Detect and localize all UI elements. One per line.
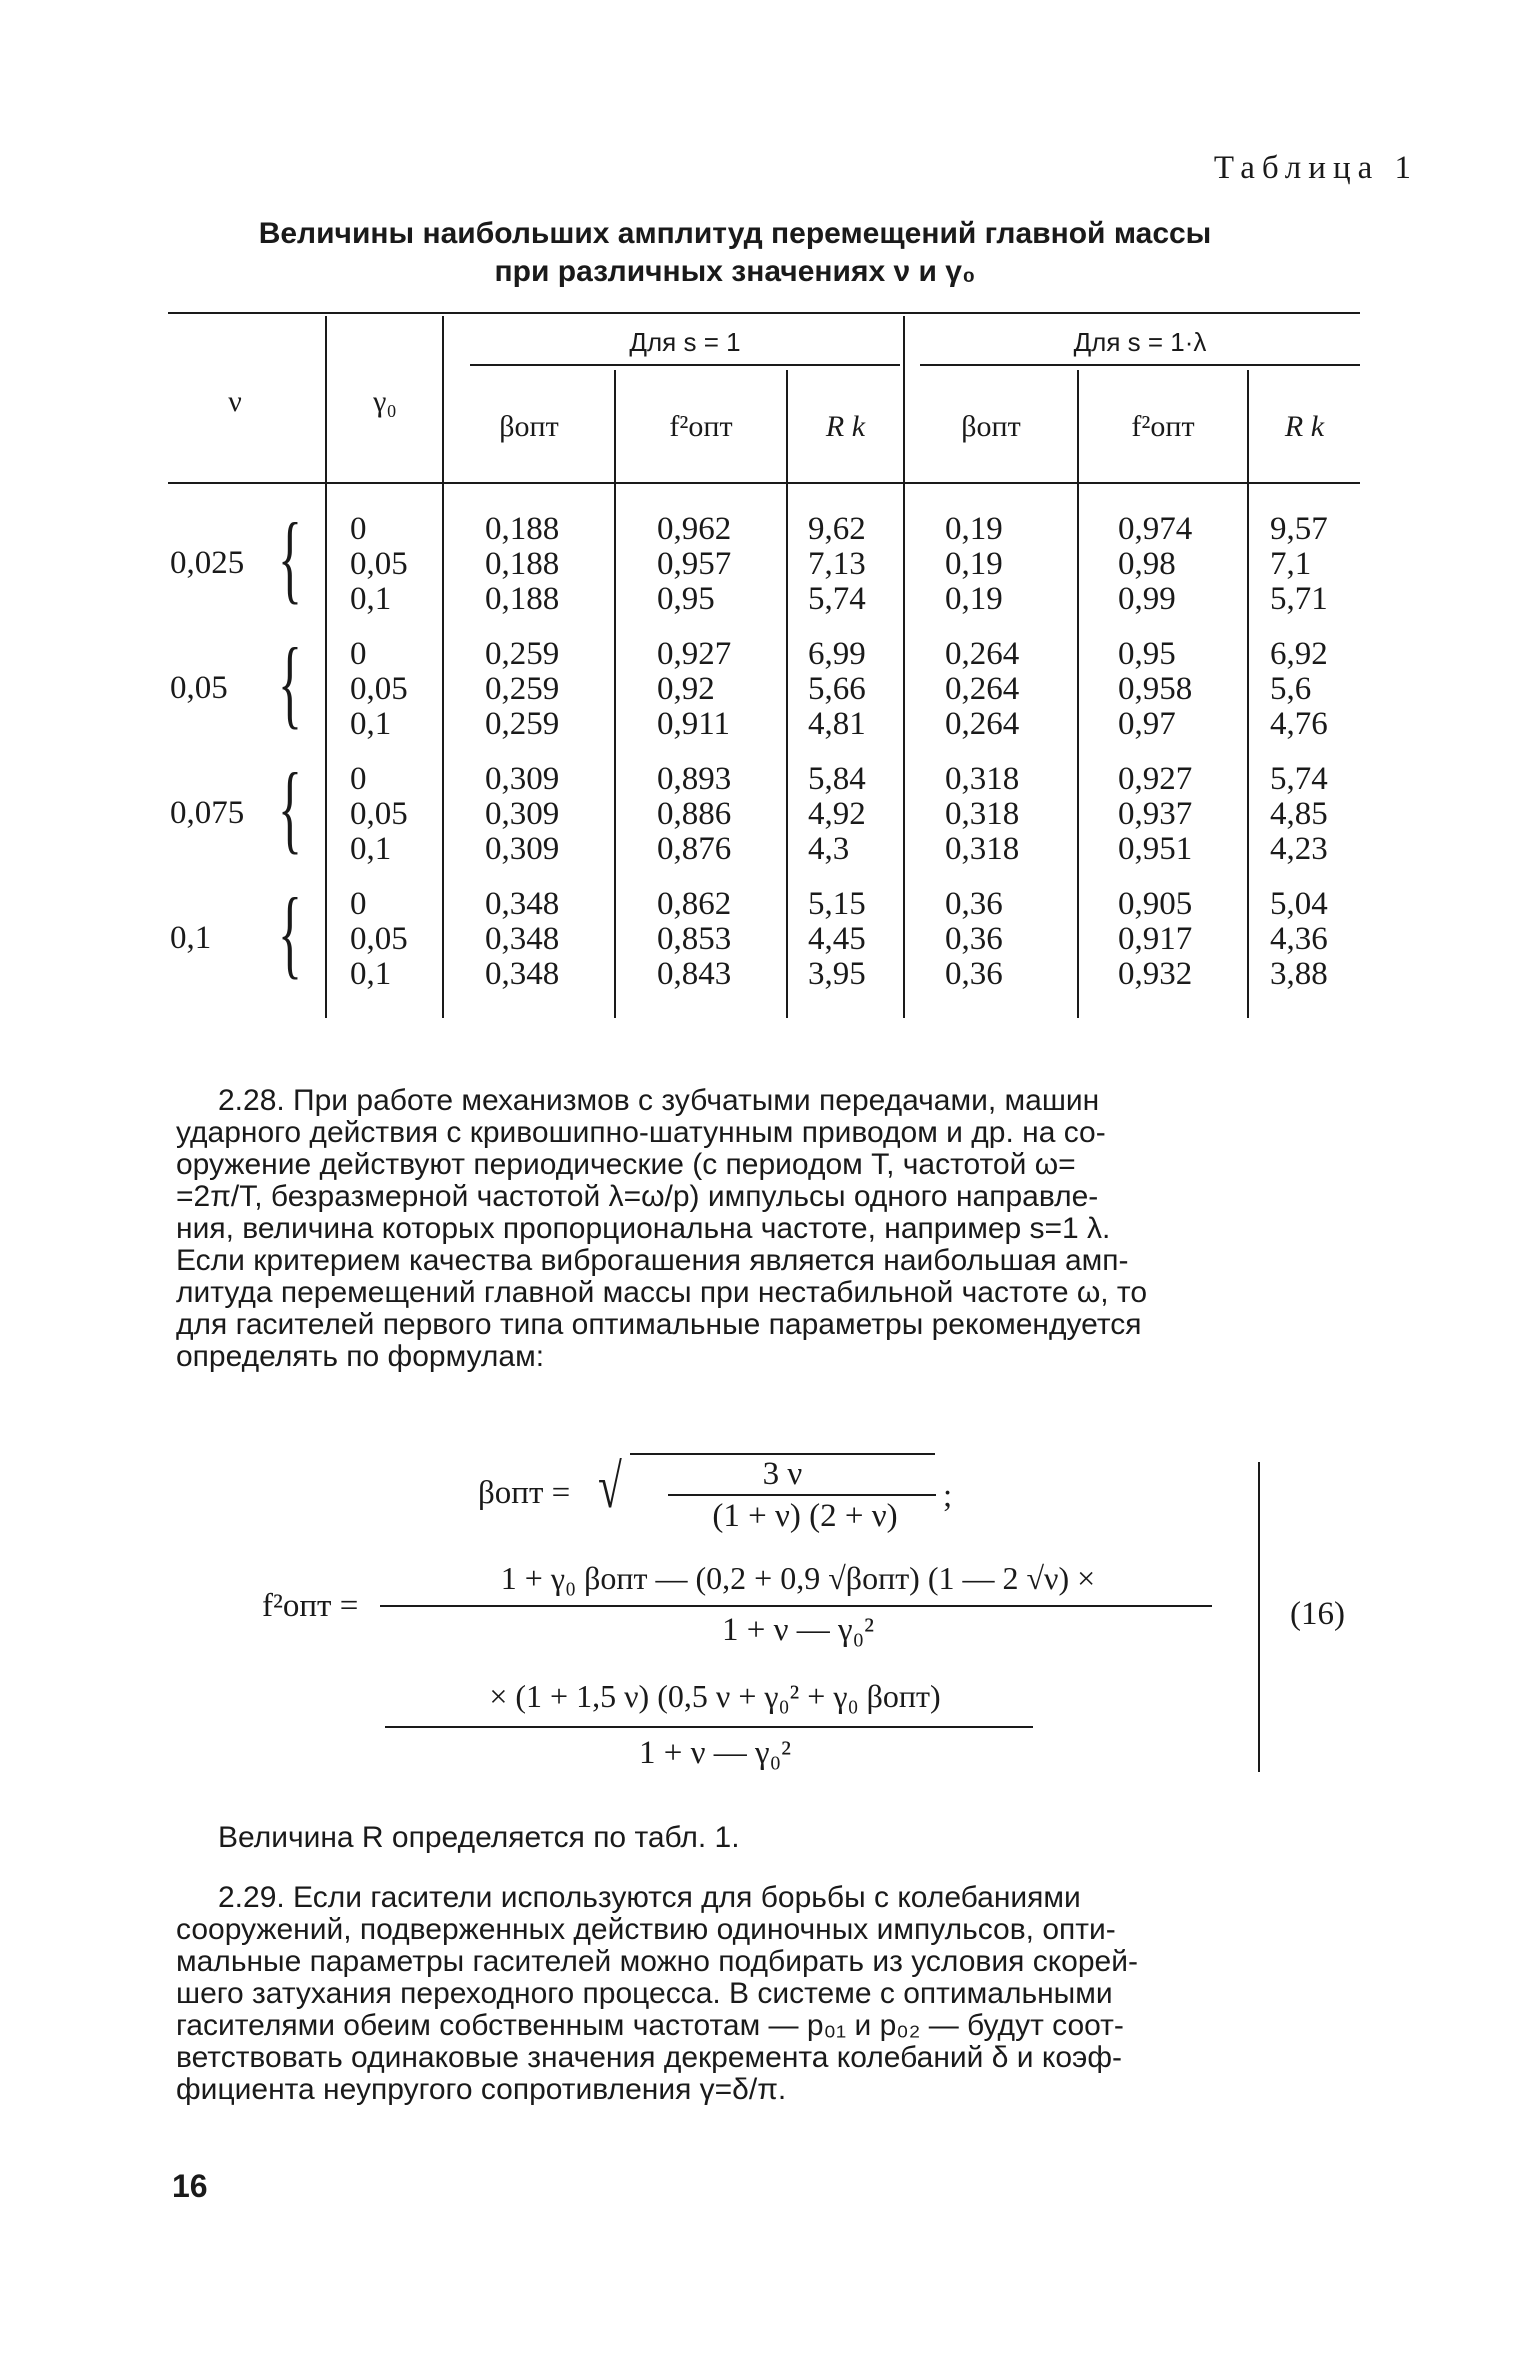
- cell-b2: 0,19: [945, 581, 1003, 617]
- cell-r1: 5,84: [808, 761, 866, 797]
- cell-f1: 0,962: [657, 511, 732, 547]
- cell-r2: 5,04: [1270, 886, 1328, 922]
- page-number: 16: [172, 2168, 208, 2204]
- text-line: =2π/T, безразмерной частотой λ=ω/p) импульсы одного направле-: [176, 1180, 1099, 1213]
- cell-b2: 0,318: [945, 796, 1020, 832]
- vline-1: [325, 316, 327, 1018]
- text-line: ударного действия с кривошипно-шатунным приводом и др. на со-: [176, 1116, 1106, 1149]
- cell-f1: 0,957: [657, 546, 732, 582]
- brace-icon: {: [278, 627, 302, 738]
- text-line: сооружений, подверженных действию одиночных импульсов, опти-: [176, 1913, 1116, 1946]
- cell-b2: 0,36: [945, 886, 1003, 922]
- cell-r1: 6,99: [808, 636, 866, 672]
- cell-gamma: 0,1: [350, 831, 392, 867]
- cell-b1: 0,348: [485, 921, 560, 957]
- formula-beta-lhs: βопт =: [478, 1475, 571, 1511]
- cell-b1: 0,188: [485, 546, 560, 582]
- cell-b2: 0,36: [945, 921, 1003, 957]
- header-beta-opt-2: βопт: [961, 410, 1021, 443]
- table-top-rule: [168, 312, 1360, 314]
- cell-b1: 0,188: [485, 511, 560, 547]
- cell-f2: 0,927: [1118, 761, 1193, 797]
- row-nu-value: 0,05: [170, 670, 228, 706]
- cell-f2: 0,951: [1118, 831, 1193, 867]
- cell-r2: 4,36: [1270, 921, 1328, 957]
- cell-r1: 7,13: [808, 546, 866, 582]
- brace-icon: {: [278, 752, 302, 863]
- paragraph-2-29: [176, 1882, 1356, 2106]
- cell-b1: 0,259: [485, 671, 560, 707]
- formula-f-num2: × (1 + 1,5 ν) (0,5 ν + γ₀² + γ₀ βопт): [489, 1678, 941, 1714]
- cell-b2: 0,36: [945, 956, 1003, 992]
- cell-r1: 4,92: [808, 796, 866, 832]
- cell-f2: 0,958: [1118, 671, 1193, 707]
- cell-f1: 0,886: [657, 796, 732, 832]
- header-f2-opt-2: f²опт: [1131, 410, 1195, 443]
- cell-gamma: 0,05: [350, 671, 408, 707]
- cell-b2: 0,264: [945, 706, 1020, 742]
- paragraph-2-28: [176, 1085, 1356, 1373]
- cell-f2: 0,932: [1118, 956, 1193, 992]
- cell-gamma: 0: [350, 886, 367, 922]
- cell-f1: 0,95: [657, 581, 715, 617]
- table-title-line-2: при различных значениях ν и γ₀: [494, 255, 976, 288]
- text-line: Если критерием качества виброгашения является наибольшая амп-: [176, 1244, 1129, 1277]
- cell-f2: 0,99: [1118, 581, 1176, 617]
- cell-f2: 0,905: [1118, 886, 1193, 922]
- cell-b1: 0,348: [485, 886, 560, 922]
- vline-7: [1247, 370, 1249, 1018]
- group-rule-s1: [470, 364, 900, 366]
- paragraph-r: Величина R определяется по табл. 1.: [218, 1821, 740, 1854]
- cell-f2: 0,95: [1118, 636, 1176, 672]
- cell-f1: 0,862: [657, 886, 732, 922]
- table-title: [160, 215, 1310, 291]
- header-gamma0: γ₀: [373, 385, 397, 418]
- cell-r2: 4,76: [1270, 706, 1328, 742]
- text-line: для гасителей первого типа оптимальные параметры рекомендуется: [176, 1308, 1142, 1341]
- cell-b1: 0,309: [485, 761, 560, 797]
- formula-bracket: [1258, 1462, 1260, 1772]
- cell-r1: 5,74: [808, 581, 866, 617]
- table-header-rule: [168, 482, 1360, 484]
- brace-icon: {: [278, 502, 302, 613]
- table-title-line-1: Величины наибольших амплитуд перемещений главной массы: [258, 217, 1212, 250]
- cell-r2: 5,6: [1270, 671, 1312, 707]
- text-line: определять по формулам:: [176, 1340, 545, 1373]
- sqrt-overline: [630, 1453, 935, 1455]
- text-line: ветствовать одинаковые значения декремента колебаний δ и коэф-: [176, 2041, 1122, 2074]
- cell-f1: 0,893: [657, 761, 732, 797]
- text-line: ния, величина которых пропорциональна частоте, например s=1 λ.: [176, 1212, 1111, 1245]
- cell-r1: 3,95: [808, 956, 866, 992]
- row-nu-value: 0,075: [170, 795, 245, 831]
- cell-r2: 5,71: [1270, 581, 1328, 617]
- f-frac-line-1: [380, 1605, 1212, 1607]
- cell-r2: 6,92: [1270, 636, 1328, 672]
- cell-r2: 3,88: [1270, 956, 1328, 992]
- cell-b1: 0,259: [485, 636, 560, 672]
- table-label: Таблица 1: [1213, 150, 1418, 186]
- cell-r1: 4,45: [808, 921, 866, 957]
- cell-f1: 0,927: [657, 636, 732, 672]
- formula-f-num1: 1 + γ₀ βопт — (0,2 + 0,9 √βопт) (1 — 2 √ν) ×: [500, 1560, 1096, 1596]
- header-nu: ν: [228, 385, 242, 418]
- f-frac-line-2: [385, 1726, 1033, 1728]
- cell-gamma: 0,1: [350, 956, 392, 992]
- cell-r2: 5,74: [1270, 761, 1328, 797]
- text-line: шего затухания переходного процесса. В системе с оптимальными: [176, 1977, 1113, 2010]
- cell-f2: 0,937: [1118, 796, 1193, 832]
- text-line: литуда перемещений главной массы при нестабильной частоте ω, то: [176, 1276, 1148, 1309]
- cell-gamma: 0,1: [350, 581, 392, 617]
- cell-f1: 0,876: [657, 831, 732, 867]
- cell-r2: 9,57: [1270, 511, 1328, 547]
- cell-f2: 0,97: [1118, 706, 1176, 742]
- header-group-s1: Для s = 1: [629, 327, 741, 357]
- cell-b1: 0,259: [485, 706, 560, 742]
- cell-f1: 0,92: [657, 671, 715, 707]
- sqrt-symbol: √: [598, 1453, 622, 1521]
- text-line: фициента неупругого сопротивления γ=δ/π.: [176, 2073, 787, 2106]
- beta-frac-line: [668, 1494, 936, 1496]
- header-rk-1: R k: [825, 410, 866, 443]
- cell-f2: 0,98: [1118, 546, 1176, 582]
- cell-r1: 5,15: [808, 886, 866, 922]
- cell-b2: 0,19: [945, 511, 1003, 547]
- cell-r1: 9,62: [808, 511, 866, 547]
- cell-f1: 0,853: [657, 921, 732, 957]
- text-line: гасителями обеим собственным частотам — p₀₁ и p₀₂ — будут соот-: [176, 2009, 1124, 2042]
- cell-f2: 0,974: [1118, 511, 1193, 547]
- cell-gamma: 0,05: [350, 796, 408, 832]
- formula-f-den1: 1 + ν — γ₀²: [721, 1612, 874, 1648]
- header-group-s1lambda: Для s = 1·λ: [1073, 327, 1207, 357]
- cell-b2: 0,19: [945, 546, 1003, 582]
- text-line: 2.29. Если гасители используются для борьбы с колебаниями: [218, 1881, 1081, 1914]
- cell-b2: 0,318: [945, 831, 1020, 867]
- cell-f1: 0,911: [657, 706, 731, 742]
- cell-f2: 0,917: [1118, 921, 1193, 957]
- cell-r1: 4,81: [808, 706, 866, 742]
- cell-b2: 0,318: [945, 761, 1020, 797]
- cell-r1: 4,3: [808, 831, 850, 867]
- cell-r2: 4,23: [1270, 831, 1328, 867]
- formula-beta-den: (1 + ν) (2 + ν): [712, 1498, 898, 1534]
- cell-r1: 5,66: [808, 671, 866, 707]
- cell-b2: 0,264: [945, 636, 1020, 672]
- formula-f-den2: 1 + ν — γ₀²: [638, 1735, 791, 1771]
- cell-b1: 0,348: [485, 956, 560, 992]
- cell-gamma: 0,05: [350, 546, 408, 582]
- vline-3: [614, 370, 616, 1018]
- formula-number: (16): [1290, 1596, 1345, 1632]
- brace-icon: {: [278, 877, 302, 988]
- cell-b1: 0,309: [485, 831, 560, 867]
- header-rk-2: R k: [1284, 410, 1325, 443]
- group-rule-s1lambda: [920, 364, 1360, 366]
- cell-gamma: 0: [350, 761, 367, 797]
- formula-beta-end: ;: [943, 1478, 953, 1514]
- cell-b1: 0,309: [485, 796, 560, 832]
- text-line: оружение действуют периодические (с периодом T, частотой ω=: [176, 1148, 1076, 1181]
- header-f2-opt-1: f²опт: [669, 410, 733, 443]
- text-line: мальные параметры гасителей можно подбирать из условия скорей-: [176, 1945, 1138, 1978]
- row-nu-value: 0,1: [170, 920, 212, 956]
- cell-b1: 0,188: [485, 581, 560, 617]
- cell-gamma: 0: [350, 511, 367, 547]
- cell-gamma: 0,1: [350, 706, 392, 742]
- formula-f-lhs: f²опт =: [262, 1588, 359, 1624]
- vline-4: [786, 370, 788, 1018]
- cell-gamma: 0: [350, 636, 367, 672]
- formula-beta-num: 3 ν: [762, 1456, 803, 1492]
- cell-r2: 4,85: [1270, 796, 1328, 832]
- text-line: 2.28. При работе механизмов с зубчатыми передачами, машин: [218, 1084, 1100, 1117]
- row-nu-value: 0,025: [170, 545, 245, 581]
- cell-f1: 0,843: [657, 956, 732, 992]
- cell-b2: 0,264: [945, 671, 1020, 707]
- header-beta-opt-1: βопт: [499, 410, 559, 443]
- vline-6: [1077, 370, 1079, 1018]
- cell-gamma: 0,05: [350, 921, 408, 957]
- cell-r2: 7,1: [1270, 546, 1312, 582]
